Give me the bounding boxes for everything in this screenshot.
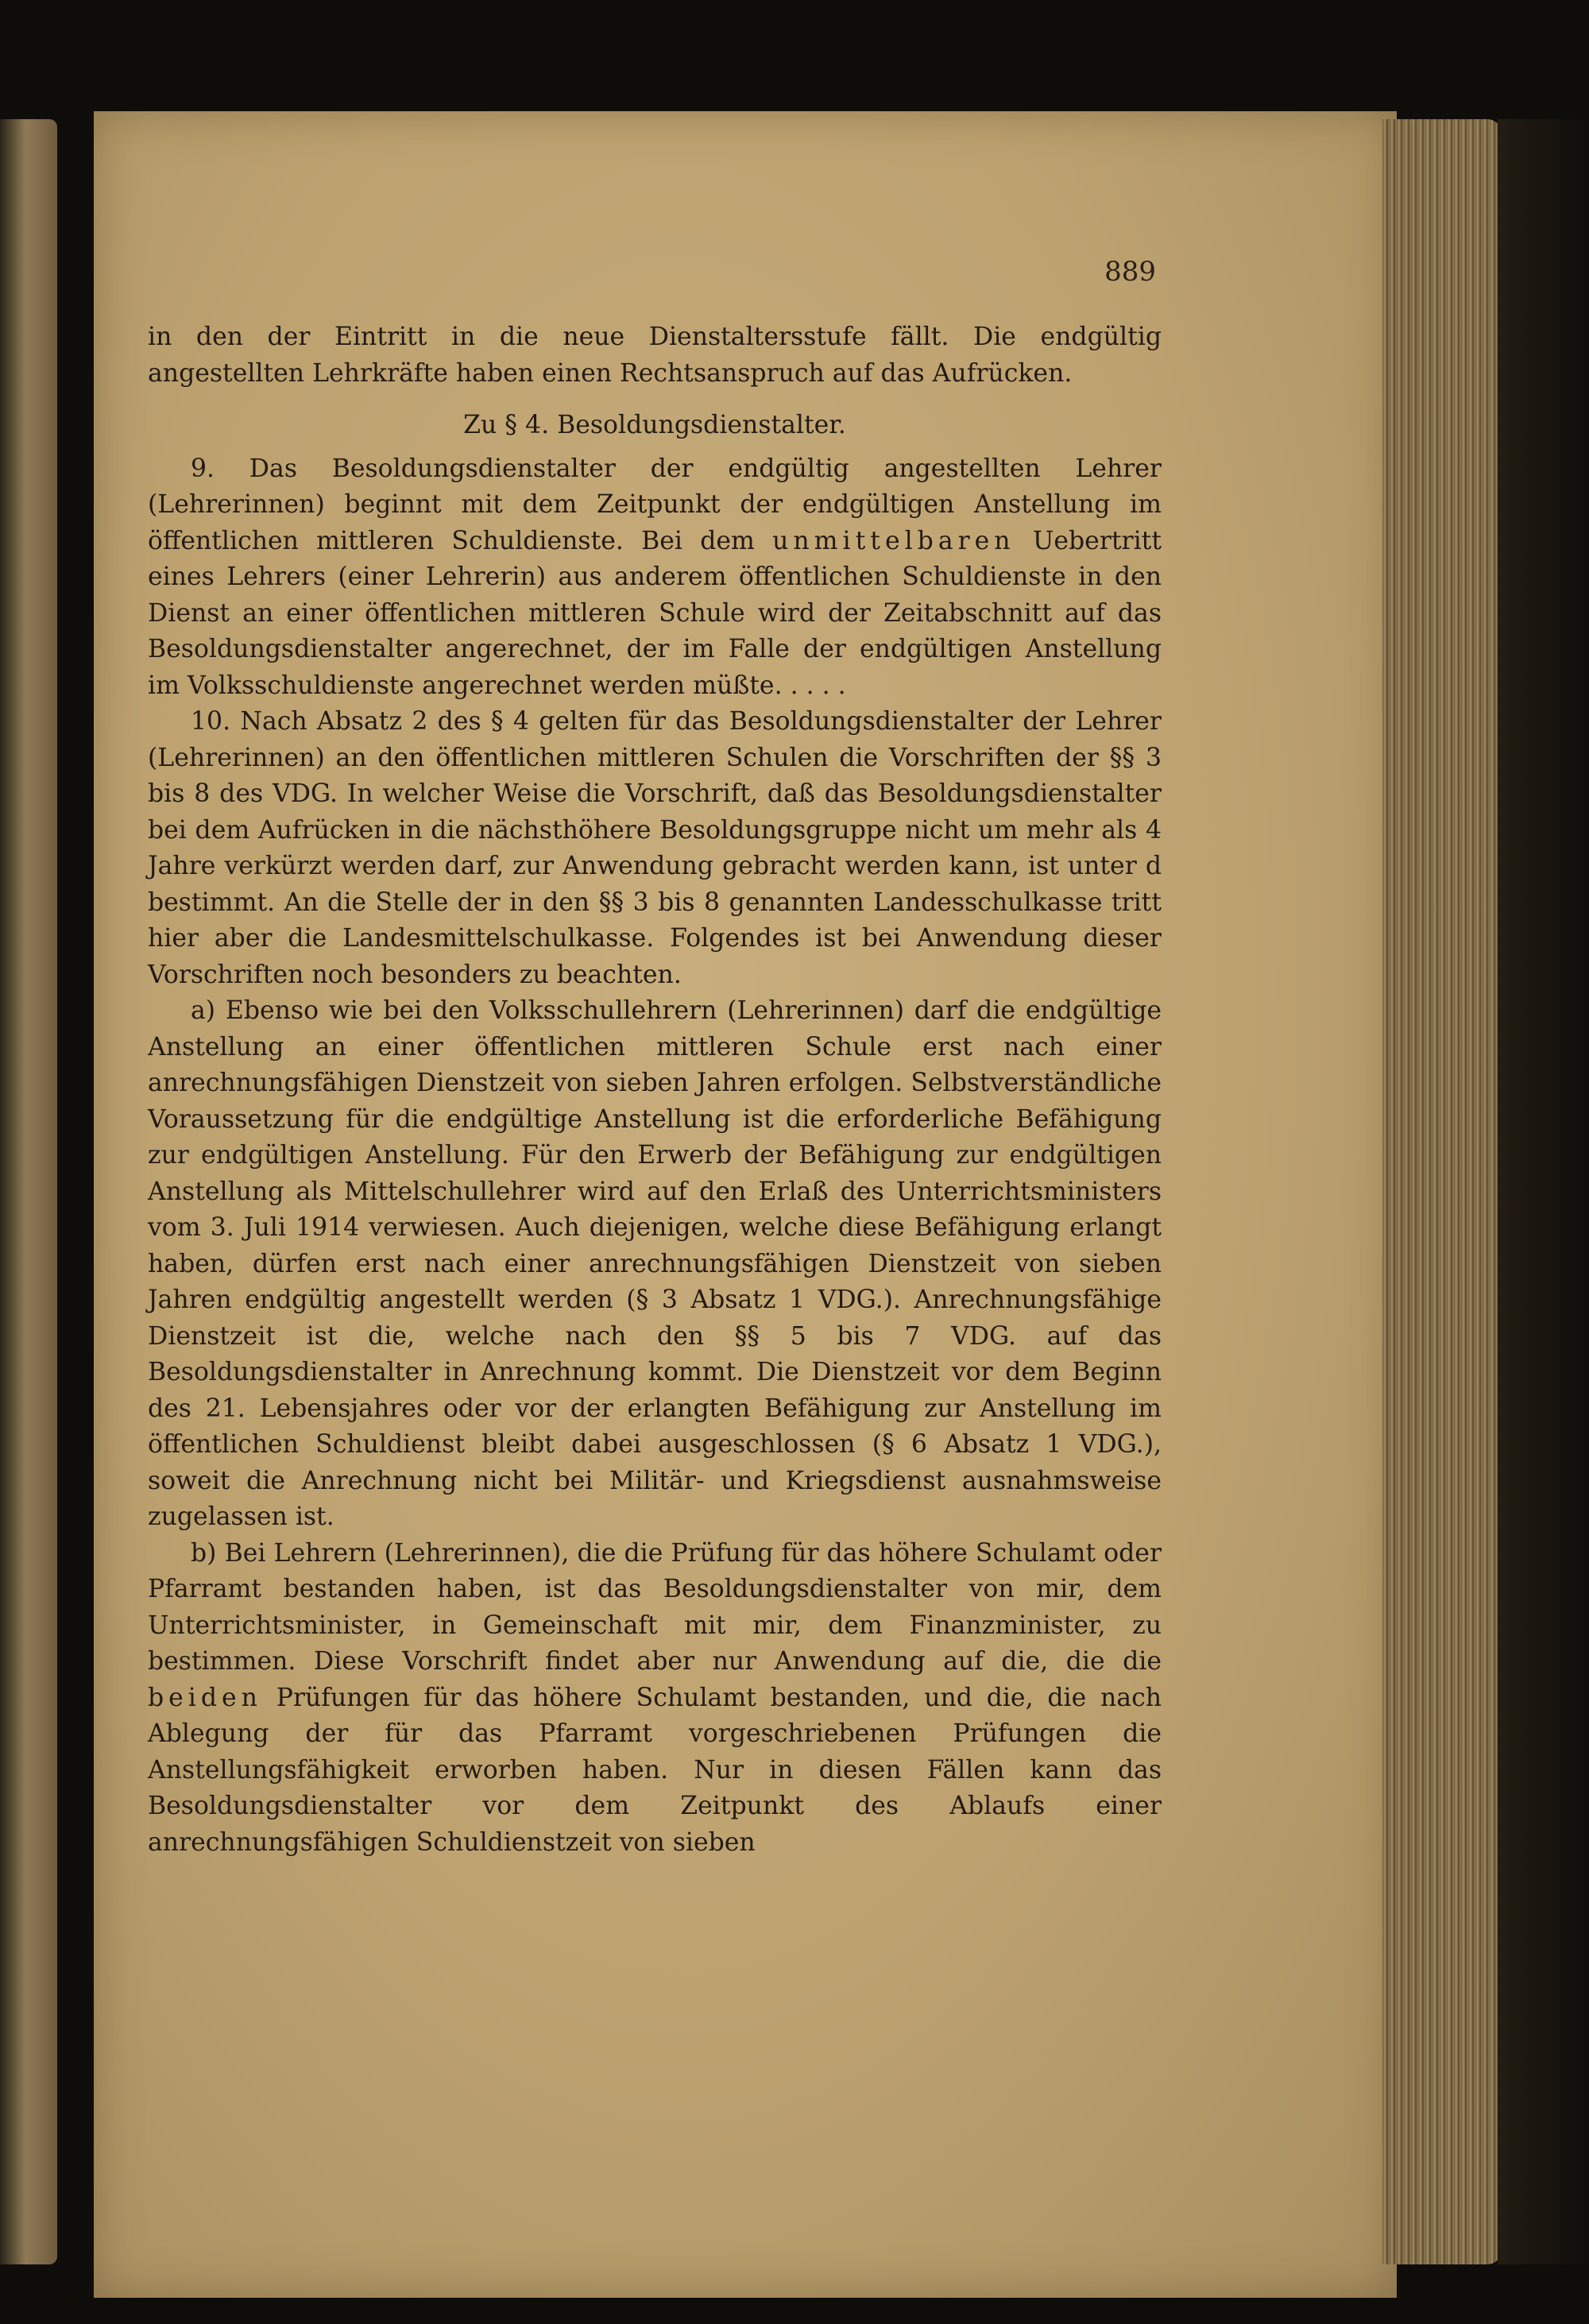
emphasis-spaced: beiden (148, 1683, 262, 1712)
paragraph-9 (148, 451, 1162, 705)
section-heading (148, 408, 1162, 444)
text-run: Prüfungen für das höhere Schulamt bestanden, und die, die nach Ablegung der für das Pfarramt vorgeschriebenen Prüfungen die Anstellungsfähigkeit erworben haben. Nur in diesen Fällen kann das Besoldungsdienstalter vor dem Zeitpunkt des Ablaufs einer anrechnungsfähigen Schuldienstzeit von sieben (148, 1683, 1162, 1857)
binding-shadow (1498, 119, 1589, 2264)
text-run: a) Ebenso wie bei den Volksschullehrern (Lehrerinnen) darf die endgültige Anstellung an einer öffentlichen mittleren Schule erst nach einer anrechnungsfähigen Dienstzeit von sieben Jahren erfolgen. Selbstverständliche Voraussetzung für die endgültige Anstellung ist die erforderliche Befähigung zur endgültigen Anstellung. Für den Erwerb der Befähigung zur endgültigen Anstellung als Mittelschullehrer wird auf den Erlaß des Unterrichtsministers vom 3. Juli 1914 verwiesen. Auch diejenigen, welche diese Befähigung erlangt haben, dürfen erst nach einer anrechnungsfähigen Dienstzeit von sieben Jahren endgültig angestellt werden (§ 3 Absatz 1 VDG.). Anrechnungsfähige Dienstzeit ist die, welche nach den §§ 5 bis 7 VDG. auf das Besoldungsdienstalter in Anrechnung kommt. Die Dienstzeit vor dem Beginn des 21. Lebensjahres oder vor der erlangten Befähigung zur Anstellung im öffentlichen Schuldienst bleibt dabei ausgeschlossen (§ 6 Absatz 1 VDG.), soweit die Anrechnung nicht bei Militär- und Kriegsdienst ausnahmsweise zugelassen ist. (148, 996, 1162, 1531)
text-run: in den der Eintritt in die neue Dienstaltersstufe fällt. Die endgültig angestellten Lehrkräfte haben einen Rechtsanspruch auf das Aufrücken. (148, 323, 1162, 388)
body-text (148, 319, 1162, 1861)
text-run: Uebertritt eines Lehrers (einer Lehrerin) aus anderem öffentlichen Schuldienste in den Dienst an einer öffentlichen mittleren Schule wird der Zeitabschnitt auf das Besoldungsdienstalter angerechnet, der im Falle der endgültigen Anstellung im Volksschuldienste angerechnet werden müßte. . . . . (148, 526, 1162, 700)
text-run: b) Bei Lehrern (Lehrerinnen), die die Prüfung für das höhere Schulamt oder Pfarramt bestanden haben, ist das Besoldungsdienstalter von mir, dem Unterrichtsminister, in Gemeinschaft mit mir, dem Finanzminister, zu bestimmen. Diese Vorschrift findet aber nur Anwendung auf die, die die (148, 1538, 1162, 1676)
text-run: 10. Nach Absatz 2 des § 4 gelten für das Besoldungsdienstalter der Lehrer (Lehrerinnen) an den öffentlichen mittleren Schulen die Vorschriften der §§ 3 bis 8 des VDG. In welcher Weise die Vorschrift, daß das Besoldungsdienstalter bei dem Aufrücken in die nächsthöhere Besoldungsgruppe nicht um mehr als 4 Jahre verkürzt werden darf, zur Anwendung gebracht werden kann, ist unter d bestimmt. An die Stelle der in den §§ 3 bis 8 genannten Landesschulkasse tritt hier aber die Landesmittelschulkasse. Folgendes ist bei Anwendung dieser Vorschriften noch besonders zu beachten. (148, 707, 1162, 989)
emphasis-spaced: unmittelbaren (772, 526, 1015, 555)
page-stack-edges (1382, 119, 1502, 2264)
heading-text: Zu § 4. Besoldungsdienstalter. (463, 411, 846, 439)
paragraph-continuation (148, 319, 1162, 392)
text-run: 9. Das Besoldungsdienstalter der endgültig angestellten Lehrer (Lehrerinnen) beginnt mit dem Zeitpunkt der endgültigen Anstellung im öffentlichen mittleren Schuldienste. Bei dem (148, 454, 1162, 555)
paragraph-b (148, 1536, 1162, 1862)
paragraph-a (148, 993, 1162, 1536)
paragraph-10 (148, 704, 1162, 993)
facing-page-edge (0, 119, 57, 2264)
page-number: 889 (1104, 256, 1156, 288)
